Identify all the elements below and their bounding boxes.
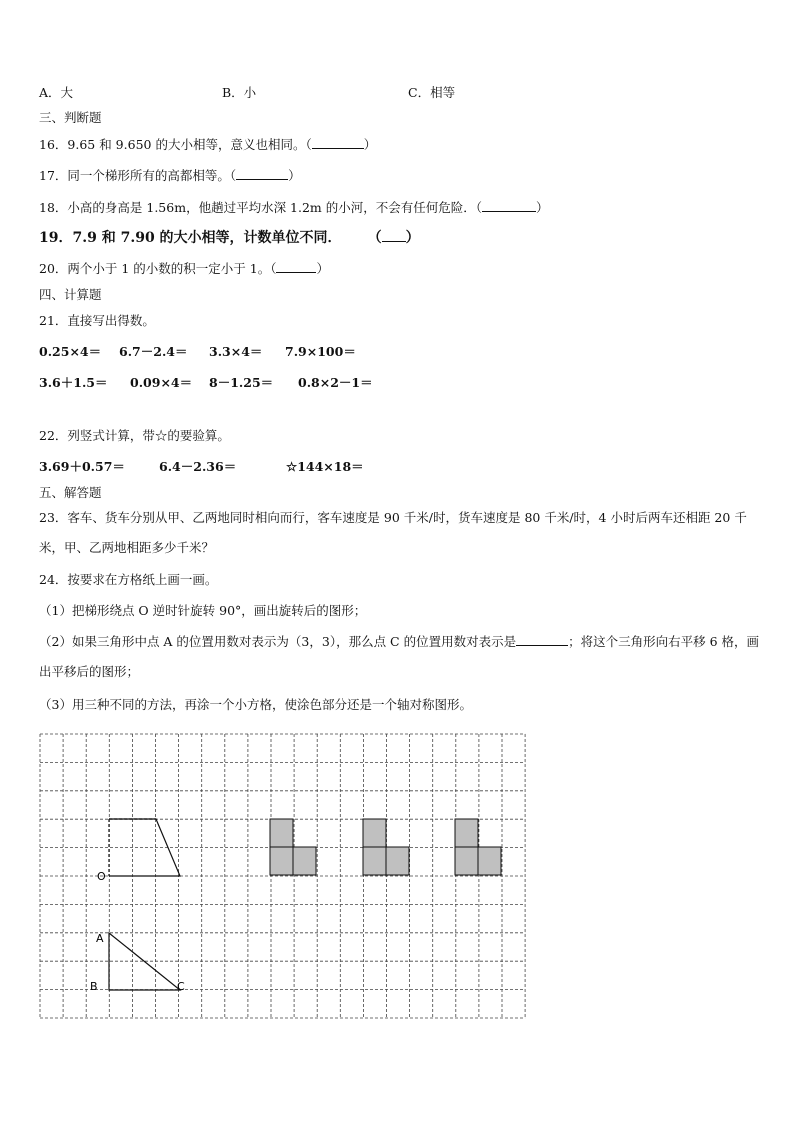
label-o: O	[97, 870, 106, 883]
q20-close: ）	[316, 261, 329, 276]
q17-close: ）	[288, 168, 301, 183]
question-16	[39, 136, 376, 153]
calc-item: 0.8×2－1＝	[298, 375, 373, 390]
question-23: 23．客车、货车分别从甲、乙两地同时相向而行，客车速度是 90 千米/时，货车速度是 80 千米/时，4 小时后两车还相距 20 千米，甲、乙两地相距多少千米？	[39, 510, 747, 555]
label-a: A	[96, 932, 104, 945]
choice-a[interactable]: A．大	[39, 85, 74, 100]
question-17	[39, 167, 301, 184]
q16-close: ）	[363, 137, 377, 152]
calc-item: ☆144×18＝	[286, 459, 364, 474]
q18-close: ）	[536, 200, 549, 215]
question-24-title: 24．按要求在方格纸上画一画。	[39, 572, 218, 587]
question-20	[39, 260, 329, 277]
q24-p2-text-b: ；将这个三角形向右平移 6 格，画出平移后的图形；	[39, 634, 760, 679]
calc-item: 3.6＋1.5＝	[39, 375, 108, 390]
calc-item: 3.69＋0.57＝	[39, 459, 125, 474]
triangle	[109, 933, 180, 990]
question-22-title: 22．列竖式计算，带☆的要验算。	[39, 428, 230, 443]
question-19	[39, 229, 420, 246]
q24-part-1: （1）把梯形绕点 O 逆时针旋转 90°，画出旋转后的图形；	[39, 603, 367, 618]
calc-item: 7.9×100＝	[285, 344, 356, 359]
question-18	[39, 199, 549, 216]
section-3-heading: 三、判断题	[39, 110, 102, 125]
q24-answer-blank[interactable]	[516, 633, 568, 646]
q19-close: ）	[405, 230, 420, 246]
q16-answer-blank[interactable]	[312, 136, 364, 149]
q20-answer-blank[interactable]	[276, 260, 316, 273]
section-4-heading: 四、计算题	[39, 287, 102, 302]
grid-lines	[40, 734, 525, 1018]
q24-part-3: （3）用三种不同的方法，再涂一个小方格，使涂色部分还是一个轴对称图形。	[39, 697, 472, 712]
calc-item: 0.25×4＝	[39, 344, 102, 359]
section-5-heading: 五、解答题	[39, 485, 102, 500]
q20-text: 20．两个小于 1 的小数的积一定小于 1。（	[39, 261, 277, 276]
shaded-shape-2	[363, 819, 409, 875]
shaded-shape-3	[455, 819, 501, 875]
calc-item: 0.09×4＝	[130, 375, 193, 390]
q19-answer-blank[interactable]	[382, 229, 406, 242]
q24-part-2	[39, 627, 759, 687]
q16-text: 16．9.65 和 9.650 的大小相等，意义也相同。（	[39, 137, 312, 152]
shaded-shape-1	[270, 819, 316, 875]
trapezoid	[109, 819, 180, 876]
label-b: B	[90, 980, 98, 993]
q18-answer-blank[interactable]	[482, 199, 536, 212]
q18-text: 18．小高的身高是 1.56m，他趟过平均水深 1.2m 的小河，不会有任何危险．（	[39, 200, 482, 215]
question-21-title: 21．直接写出得数。	[39, 313, 155, 328]
q19-open: （	[367, 230, 382, 246]
calc-item: 6.4－2.36＝	[159, 459, 237, 474]
q19-text: 19．7.9 和 7.90 的大小相等，计数单位不同．	[39, 230, 342, 246]
q17-text: 17．同一个梯形所有的高都相等。（	[39, 168, 237, 183]
calc-item: 8－1.25＝	[209, 375, 274, 390]
calc-item: 3.3×4＝	[209, 344, 263, 359]
calc-item: 6.7－2.4＝	[119, 344, 188, 359]
choice-c[interactable]: C．相等	[408, 85, 456, 100]
label-c: C	[177, 980, 185, 993]
q17-answer-blank[interactable]	[236, 167, 288, 180]
q24-p2-text-a: （2）如果三角形中点 A 的位置用数对表示为（3，3），那么点 C 的位置用数对表示是	[39, 634, 517, 649]
choice-b[interactable]: B．小	[222, 85, 257, 100]
